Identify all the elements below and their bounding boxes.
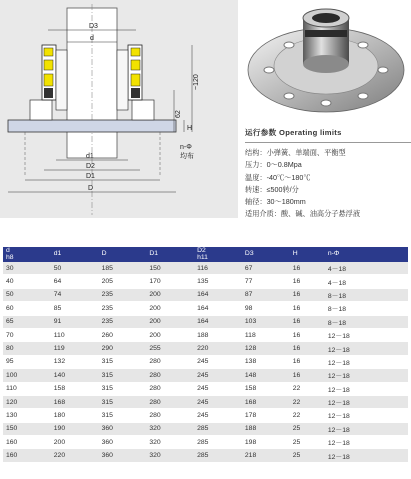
table-cell: 120 [3,395,51,408]
table-cell: 95 [3,355,51,368]
table-cell: 138 [242,355,290,368]
table-cell: 25 [290,422,325,435]
param-shaft-diameter: 轴径：30～180mm [245,197,306,207]
table-row [3,422,408,435]
table-cell: 12－18 [325,395,408,408]
table-cell: 118 [242,328,290,341]
table-cell: 110 [3,382,51,395]
table-cell: 12－18 [325,328,408,341]
table-cell: 80 [3,342,51,355]
table-cell: 8－18 [325,315,408,328]
table-body [3,262,408,462]
table-cell: 315 [99,382,147,395]
table-cell: 158 [51,382,99,395]
table-cell: 65 [3,315,51,328]
operating-limits-title: 运行参数 Operating limits [245,128,342,137]
table-cell: 170 [146,275,194,288]
table-row [3,409,408,422]
table-cell: 158 [242,382,290,395]
table-cell: 245 [194,355,242,368]
table-cell: 16 [290,328,325,341]
table-cell: 67 [242,262,290,275]
table-cell: 74 [51,288,99,301]
dim-h-max: ~120 [193,74,200,90]
table-cell: 315 [99,395,147,408]
param-speed: 转速：≤500转/分 [245,184,299,194]
table-row [3,288,408,301]
table-cell: 16 [290,302,325,315]
table-cell: 160 [3,449,51,462]
table-cell: 25 [290,436,325,449]
table-cell: 70 [3,328,51,341]
table-cell: 245 [194,369,242,382]
table-cell: 50 [51,262,99,275]
table-cell: 140 [51,369,99,382]
table-cell: 180 [51,409,99,422]
table-cell: 4－18 [325,262,408,275]
param-temperature: 温度：-40℃～180℃ [245,172,311,182]
table-cell: 12－18 [325,355,408,368]
table-cell: 200 [146,302,194,315]
mechanical-seal-image [241,0,411,120]
table-cell: 200 [146,315,194,328]
table-cell: 178 [242,409,290,422]
header-h: H [290,247,325,262]
dim-big-d1: D1 [86,173,95,180]
table-cell: 60 [3,302,51,315]
param-media: 适用介质：酸、碱、油高分子悬浮液 [245,209,361,219]
table-cell: 22 [290,382,325,395]
table-cell: 22 [290,395,325,408]
table-cell: 200 [146,288,194,301]
table-cell: 12－18 [325,422,408,435]
table-cell: 160 [3,436,51,449]
table-cell: 320 [146,422,194,435]
dim-h62: 62 [175,110,182,118]
table-cell: 235 [99,288,147,301]
table-row [3,382,408,395]
table-header-row [3,247,408,262]
header-d1: d1 [51,247,99,262]
table-cell: 16 [290,369,325,382]
table-cell: 164 [194,288,242,301]
table-row [3,449,408,462]
table-cell: 220 [194,342,242,355]
table-cell: 290 [99,342,147,355]
table-cell: 110 [51,328,99,341]
table-cell: 16 [290,342,325,355]
table-cell: 12－18 [325,436,408,449]
header-big-d1: D1 [146,247,194,262]
product-photo [241,0,411,120]
table-cell: 116 [194,262,242,275]
table-cell: 16 [290,315,325,328]
table-cell: 235 [99,302,147,315]
table-row [3,302,408,315]
table-cell: 8－18 [325,288,408,301]
table-cell: 50 [3,288,51,301]
header-d2: D2 h11 [194,247,242,262]
table-cell: 77 [242,275,290,288]
table-cell: 4－18 [325,275,408,288]
table-cell: 320 [146,449,194,462]
table-cell: 188 [194,328,242,341]
table-cell: 188 [242,422,290,435]
table-cell: 360 [99,422,147,435]
dim-h: H [187,125,193,132]
table-cell: 280 [146,369,194,382]
table-cell: 12－18 [325,449,408,462]
table-cell: 12－18 [325,369,408,382]
table-cell: 280 [146,382,194,395]
table-cell: 280 [146,395,194,408]
table-cell: 16 [290,262,325,275]
dim-holes-note: 均布 [180,153,194,160]
table-cell: 205 [99,275,147,288]
table-row [3,275,408,288]
table-cell: 128 [242,342,290,355]
table-cell: 130 [3,409,51,422]
table-cell: 103 [242,315,290,328]
table-cell: 218 [242,449,290,462]
table-row [3,328,408,341]
table-cell: 185 [99,262,147,275]
table-cell: 16 [290,275,325,288]
table-cell: 30 [3,262,51,275]
table-cell: 245 [194,409,242,422]
table-cell: 25 [290,449,325,462]
dim-d3: D3 [89,23,98,30]
technical-drawing [0,0,238,218]
table-cell: 285 [194,436,242,449]
table-cell: 235 [99,315,147,328]
table-row [3,315,408,328]
dim-big-d: D [88,185,94,192]
table-cell: 198 [242,436,290,449]
table-cell: 12－18 [325,382,408,395]
operating-limits-panel [245,127,411,220]
table-cell: 22 [290,409,325,422]
table-cell: 190 [51,422,99,435]
table-cell: 168 [51,395,99,408]
table-cell: 12－18 [325,409,408,422]
table-cell: 360 [99,449,147,462]
dimension-table [3,247,408,463]
dim-d1: d1 [86,153,94,160]
table-cell: 360 [99,436,147,449]
table-cell: 285 [194,449,242,462]
dim-d: d [90,35,94,42]
table-cell: 85 [51,302,99,315]
dim-d2: D2 [86,163,95,170]
table-row [3,436,408,449]
table-cell: 100 [3,369,51,382]
header-big-d: D [99,247,147,262]
table-cell: 320 [146,436,194,449]
table-cell: 200 [146,328,194,341]
table-cell: 280 [146,355,194,368]
table-cell: 132 [51,355,99,368]
header-d3: D3 [242,247,290,262]
table-cell: 245 [194,395,242,408]
table-cell: 315 [99,369,147,382]
divider [245,142,411,143]
table-cell: 164 [194,302,242,315]
table-cell: 91 [51,315,99,328]
param-structure: 结构：小弹簧、单端面、平衡型 [245,148,346,158]
table-row [3,369,408,382]
table-cell: 260 [99,328,147,341]
table-cell: 98 [242,302,290,315]
table-cell: 16 [290,288,325,301]
table-row [3,395,408,408]
table-cell: 255 [146,342,194,355]
table-cell: 245 [194,382,242,395]
header-d: d h8 [3,247,51,262]
table-cell: 200 [51,436,99,449]
table-cell: 87 [242,288,290,301]
table-cell: 16 [290,355,325,368]
table-cell: 220 [51,449,99,462]
table-cell: 119 [51,342,99,355]
table-row [3,262,408,275]
table-row [3,342,408,355]
table-cell: 168 [242,395,290,408]
table-cell: 12－18 [325,342,408,355]
header-n-phi: n-Φ [325,247,408,262]
seal-cross-section-drawing [0,0,238,218]
table-cell: 315 [99,355,147,368]
table-cell: 135 [194,275,242,288]
param-pressure: 压力：0～0.8Mpa [245,160,302,170]
table-cell: 280 [146,409,194,422]
table-cell: 40 [3,275,51,288]
dim-holes: n-Φ [180,144,192,151]
table-cell: 164 [194,315,242,328]
table-cell: 150 [146,262,194,275]
table-row [3,355,408,368]
table-cell: 150 [3,422,51,435]
table-cell: 8－18 [325,302,408,315]
table-cell: 64 [51,275,99,288]
table-cell: 315 [99,409,147,422]
table-cell: 285 [194,422,242,435]
table-cell: 148 [242,369,290,382]
